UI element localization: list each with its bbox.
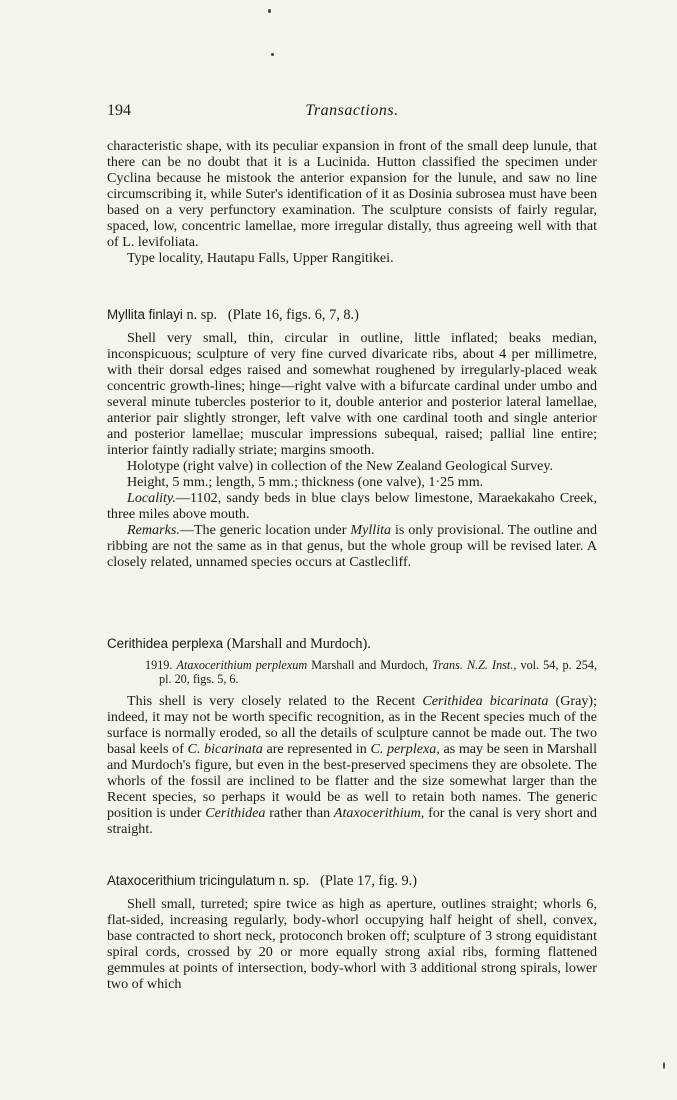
species-name: Cerithidea perplexa (107, 636, 224, 651)
running-header (107, 102, 597, 126)
holotype-note: Holotype (right valve) in collection of the New Zealand Geological Survey. (127, 458, 554, 474)
section-ataxocerithium-tricingulatum (107, 872, 597, 992)
print-speck (268, 9, 271, 13)
species-heading (107, 872, 597, 890)
plate-reference: (Plate 17, fig. 9.) (320, 873, 417, 889)
species-status: n. sp. (186, 307, 218, 323)
discussion-text: , as may be seen in Marshall and Murdoch's figure, but even in the best-preserved specimens they are obsolete. The whorls of the fossil are inclined to be flatter and the size somewhat larger than the Recent species, so perhaps it would be as well to retain both names. The generic position is under (107, 741, 598, 821)
continuation-paragraph: characteristic shape, with its peculiar expansion in front of the small deep lunule, that there can be no doubt that it is a Lucinida. Hutton classified the specimen under Cyclina because he mistook the anterior expansion for the lunule, and saw no line circumscribing it, while Suter's identification of it as Dosinia subrosea must have been based on a very perfunctory examination. The sculpture consists of fairly regular, spaced, low, concentric lamellae, more irregular distally, thus agreeing well with that of L. levifoliata. (107, 138, 597, 250)
taxon-name: Ataxocerithium (333, 805, 421, 821)
discussion-paragraph (107, 693, 597, 837)
remarks-paragraph (107, 522, 597, 570)
taxon-name: C. bicarinata (187, 741, 263, 757)
discussion-text: This shell is very closely related to the Recent (127, 693, 423, 709)
discussion-text: (Gray); indeed, it may not be worth specific recognition, as in the Recent species much of the surface is normally eroded, so all the details of sculpture cannot be made out. The two basal keels of (107, 693, 598, 757)
species-name: Ataxocerithium tricingulatum (107, 873, 276, 888)
section-cerithidea-perplexa (107, 635, 597, 837)
synonymy-authors: Marshall and Murdoch, (307, 658, 433, 672)
type-locality: Type locality, Hautapu Falls, Upper Rangitikei. (127, 250, 394, 266)
synonymy-entry (107, 658, 597, 686)
species-authority: (Marshall and Murdoch). (226, 636, 371, 652)
page-number: 194 (107, 102, 131, 119)
running-title: Transactions. (305, 102, 399, 119)
remarks-genus: Myllita (350, 522, 392, 538)
species-description: Shell small, turreted; spire twice as high as aperture, outlines straight; whorls 6, flat-sided, increasing regularly, body-whorl occupying half height of shell, convex, base contracted to short neck, protoconch broken off; sculpture of 3 strong equidistant spiral cords, crossed by 20 or more equally strong axial ribs, forming flattened gemmules at points of intersection, body-whorl with 3 additional strong spirals, lower two of which (107, 896, 597, 992)
synonymy-details: vol. 54, p. 254, pl. 20, figs. 5, 6. (159, 658, 598, 686)
locality-paragraph (107, 490, 597, 522)
synonymy-name: Ataxocerithium perplexum (176, 658, 308, 672)
locality-label: Locality. (127, 490, 176, 506)
taxon-name: Cerithidea (205, 805, 266, 821)
taxon-name: Cerithidea bicarinata (422, 693, 549, 709)
species-name: Myllita finlayi (107, 307, 183, 322)
print-speck (663, 1062, 665, 1069)
remarks-text: is only provisional. The outline and ribbing are not the same as in that genus, but the whole group will be revised later. A closely related, unnamed species occurs at Castlecliff. (107, 522, 597, 570)
remarks-label: Remarks. (127, 522, 180, 538)
remarks-text: —The generic location under (179, 522, 351, 538)
discussion-text: rather than (265, 805, 334, 821)
species-heading (107, 306, 597, 324)
print-speck (271, 53, 274, 56)
species-status: n. sp. (278, 873, 310, 889)
synonymy-journal: Trans. N.Z. Inst., (432, 658, 517, 672)
locality-text: —1102, sandy beds in blue clays below limestone, Maraekakaho Creek, three miles above mouth. (107, 490, 597, 522)
taxon-name: C. perplexa (370, 741, 437, 757)
species-heading (107, 635, 597, 653)
discussion-text: are represented in (262, 741, 371, 757)
plate-reference: (Plate 16, figs. 6, 7, 8.) (227, 307, 359, 323)
continuation-block (107, 138, 597, 266)
dimensions: Height, 5 mm.; length, 5 mm.; thickness (one valve), 1·25 mm. (127, 474, 484, 490)
synonymy-year: 1919. (145, 658, 173, 672)
species-description: Shell very small, thin, circular in outline, little inflated; beaks median, inconspicuous; sculpture of very fine curved divaricate ribs, about 4 per millimetre, with their dorsal edges raised and somewhat roughened by irregularly-placed weak concentric growth-lines; hinge—right valve with a bifurcate cardinal under umbo and several minute tubercles posterior to it, double anterior and posterior lateral lamellae, anterior pair slightly stronger, left valve with one cardinal tooth and single anterior and posterior lamellae; muscular impressions subequal, raised; pallial line entire; interior faintly radially striate; margins smooth. (107, 330, 597, 458)
discussion-text: , for the canal is very short and straight. (107, 805, 597, 837)
section-myllita-finlayi (107, 306, 597, 570)
